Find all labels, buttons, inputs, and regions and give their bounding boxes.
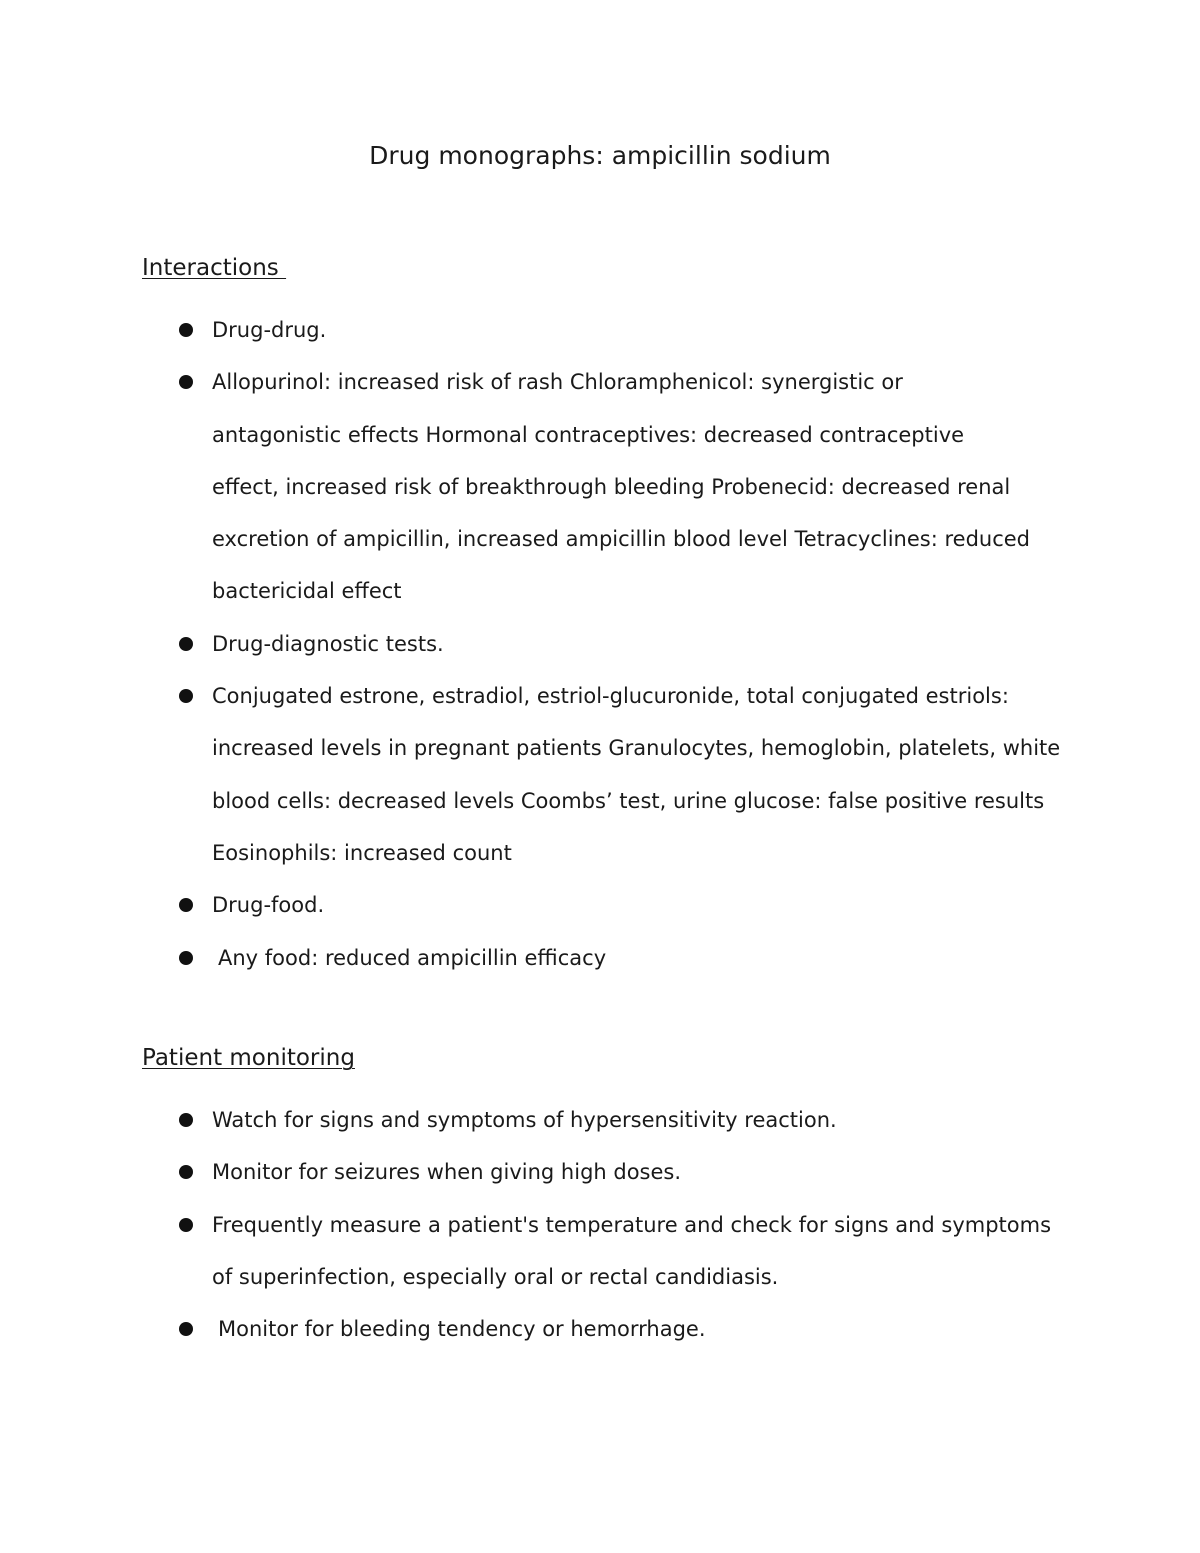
list-item-text: Drug-drug. xyxy=(212,318,327,342)
patient-monitoring-heading: Patient monitoring xyxy=(142,1045,355,1071)
patient-monitoring-section xyxy=(142,1040,1082,1355)
interactions-list xyxy=(142,304,1082,984)
bullet-icon xyxy=(179,951,193,965)
bullet-icon xyxy=(179,898,193,912)
list-item-text: Monitor for bleeding tendency or hemorrhage. xyxy=(218,1317,706,1342)
bullet-icon xyxy=(179,1218,193,1232)
bullet-icon xyxy=(179,375,193,389)
list-item xyxy=(142,670,1072,879)
list-item xyxy=(142,618,1072,670)
list-item-text: Any food: reduced ampicillin efficacy xyxy=(218,945,607,970)
list-item-text: Watch for signs and symptoms of hypersensitivity reaction. xyxy=(212,1108,837,1132)
list-item xyxy=(142,1303,1072,1355)
list-item xyxy=(142,879,1072,931)
bullet-icon xyxy=(179,1165,193,1179)
interactions-heading: Interactions xyxy=(142,255,287,281)
bullet-icon xyxy=(179,637,193,651)
document-title: Drug monographs: ampicillin sodium xyxy=(369,141,831,170)
list-item xyxy=(142,1094,1072,1146)
interactions-section xyxy=(142,250,1082,984)
list-item-text: Drug-food. xyxy=(212,893,325,918)
list-item xyxy=(142,932,1072,984)
list-item xyxy=(142,1199,1072,1304)
list-item xyxy=(142,356,1030,617)
bullet-icon xyxy=(179,323,193,337)
list-item-text: Frequently measure a patient's temperature and check for signs and symptoms of superinfection, especially oral or rectal candidiasis. xyxy=(212,1212,1052,1289)
bullet-icon xyxy=(179,1113,193,1127)
patient-monitoring-list xyxy=(142,1094,1082,1355)
list-item xyxy=(142,1146,1072,1198)
bullet-icon xyxy=(179,689,193,703)
bullet-icon xyxy=(179,1322,193,1336)
list-item xyxy=(142,304,1072,356)
list-item-text: Conjugated estrone, estradiol, estriol-glucuronide, total conjugated estriols: increased levels in pregnant patients Granulocytes, hemoglobin, platelets, white blood cells: decreased levels Coombs’ test, urine glucose: false positive results Eosinophils: increased count xyxy=(212,684,1061,865)
list-item-text: Drug-diagnostic tests. xyxy=(212,631,444,656)
list-item-text: Allopurinol: increased risk of rash Chloramphenicol: synergistic or antagonistic effects Hormonal contraceptives: decreased contraceptive effect, increased risk of breakthrough bleeding Probenecid: decreased renal excretion of ampicillin, increased ampicillin blood level Tetracyclines: reduced bactericidal effect xyxy=(212,370,1031,604)
list-item-text: Monitor for seizures when giving high doses. xyxy=(212,1160,682,1185)
